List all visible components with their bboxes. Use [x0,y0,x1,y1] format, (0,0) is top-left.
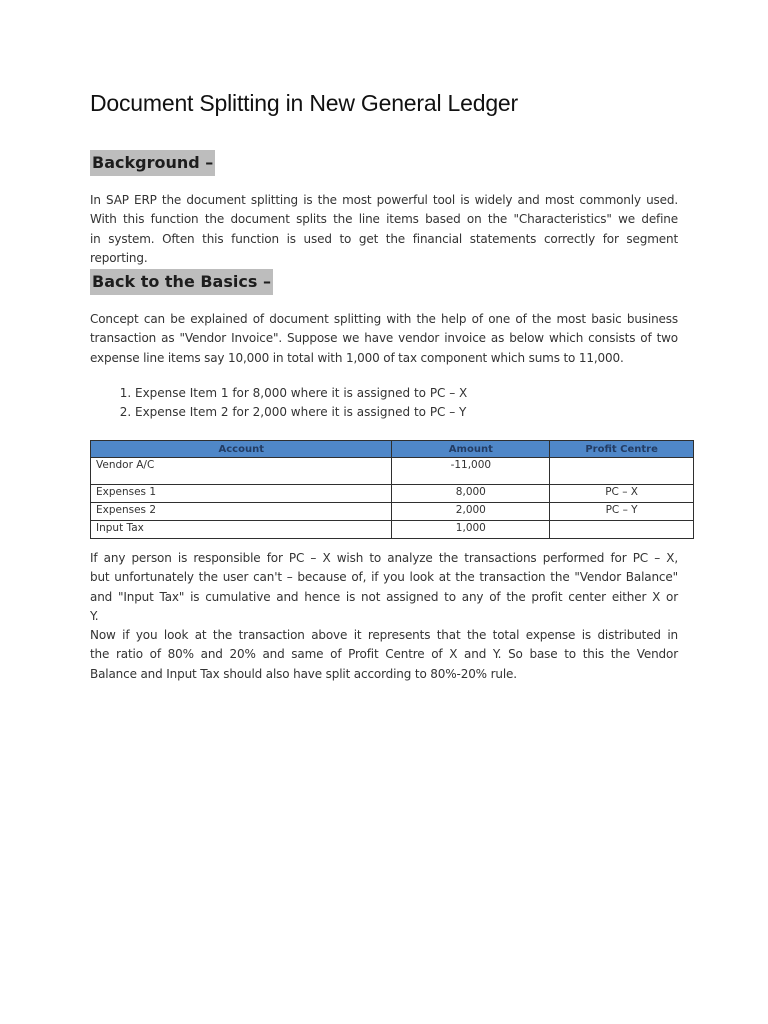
column-header-account: Account [91,441,392,458]
paragraph-line: and "Input Tax" is cumulative and hence is not assigned to any of the profit center either X or [90,589,678,604]
section-heading-basics: Back to the Basics – [90,269,273,295]
cell-profit-centre [550,521,694,539]
table-header-row [91,441,694,458]
paragraph-line: With this function the document splits the line items based on the "Characteristics" we define [90,212,678,227]
cell-account: Vendor A/C [91,458,392,485]
cell-account: Expenses 1 [91,485,392,503]
cell-amount: 8,000 [392,485,550,503]
closing-paragraph [90,549,678,684]
list-item: 2. Expense Item 2 for 2,000 where it is assigned to PC – Y [135,403,467,422]
column-header-amount: Amount [392,441,550,458]
paragraph-line: transaction as "Vendor Invoice". Suppose we have vendor invoice as below which consists of two [90,331,678,346]
table-row [91,458,694,485]
section-heading-background: Background – [90,150,215,176]
cell-account: Input Tax [91,521,392,539]
paragraph-line: Now if you look at the transaction above it represents that the total expense is distributed in [90,628,678,643]
paragraph-line: Y. [90,608,99,623]
paragraph-line: In SAP ERP the document splitting is the most powerful tool is widely and most commonly used. [90,193,678,207]
background-paragraph [90,191,678,268]
paragraph-line: expense line items say 10,000 in total with 1,000 of tax component which sums to 11,000. [90,350,624,365]
paragraph-line: Concept can be explained of document splitting with the help of one of the most basic business [90,312,678,326]
list-item: 1. Expense Item 1 for 8,000 where it is assigned to PC – X [135,384,467,403]
table-row [91,503,694,521]
expense-items-list [90,384,467,422]
cell-amount: 1,000 [392,521,550,539]
cell-account: Expenses 2 [91,503,392,521]
cell-profit-centre [550,458,694,485]
ledger-table [90,440,694,539]
cell-profit-centre: PC – Y [550,503,694,521]
cell-amount: 2,000 [392,503,550,521]
paragraph-line: but unfortunately the user can't – because of, if you look at the transaction the "Vendor Balance" [90,570,678,585]
cell-amount: -11,000 [392,458,550,485]
paragraph-line: reporting. [90,250,148,265]
basics-paragraph [90,310,678,368]
page-title: Document Splitting in New General Ledger [90,90,518,116]
cell-profit-centre: PC – X [550,485,694,503]
paragraph-line: Balance and Input Tax should also have split according to 80%-20% rule. [90,666,517,681]
table-row [91,485,694,503]
paragraph-line: If any person is responsible for PC – X wish to analyze the transactions performed for PC – X, [90,551,678,565]
column-header-profit-centre: Profit Centre [550,441,694,458]
table-row [91,521,694,539]
paragraph-line: in system. Often this function is used to get the financial statements correctly for segment [90,231,678,246]
paragraph-line: the ratio of 80% and 20% and same of Profit Centre of X and Y. So base to this the Vendor [90,647,678,662]
